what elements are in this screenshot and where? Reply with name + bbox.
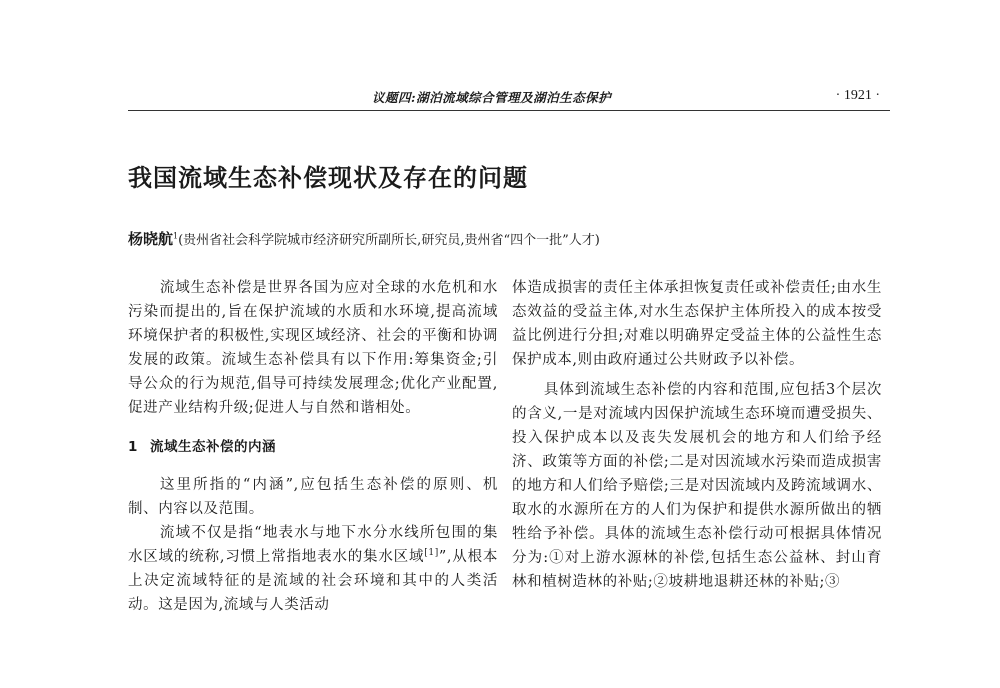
section-heading-1 xyxy=(128,435,498,459)
author-name: 杨晓航 xyxy=(128,230,174,248)
byline xyxy=(128,228,600,249)
right-paragraph-2: 具体到流域生态补偿的内容和范围,应包括3个层次的含义,一是对流域内因保护流域生态环境而遭受损失、投入保护成本以及丧失发展机会的地方和人们给予经济、政策等方面的补偿;二是对因流域水污染而造成损害的地方和人们给予赔偿;三是对因流域内及跨流域调水、取水的水源所在方的人们为保护和提供水源所做出的牺牲给予补偿。具体的流域生态补偿行动可根据具体情况分为:①对上游水源林的补偿,包括生态公益林、封山育林和植树造林的补贴;②坡耕地退耕还林的补贴;③ xyxy=(512,382,882,590)
section-title: 流域生态补偿的内涵 xyxy=(150,439,276,455)
running-title: 议题四:湖泊流域综合管理及湖泊生态保护 xyxy=(372,90,612,105)
article-title: 我国流域生态补偿现状及存在的问题 xyxy=(128,164,528,192)
header-rule xyxy=(128,110,890,111)
author-note-marker: 1 xyxy=(173,231,179,241)
left-column xyxy=(128,276,498,617)
left-paragraph-2: 这里所指的“内涵”,应包括生态补偿的原则、机制、内容以及范围。 xyxy=(128,477,498,517)
section-number: 1 xyxy=(128,439,138,455)
left-paragraph-3-text-b: ”,从根本上决定流域特征的是流域的社会环境和其中的人类活动。这是因为,流域与人类活动 xyxy=(128,549,498,613)
page-number: · 1921 · xyxy=(835,88,880,103)
author-affiliation: (贵州省社会科学院城市经济研究所副所长,研究员,贵州省“四个一批”人才) xyxy=(178,233,600,248)
left-paragraph-3 xyxy=(128,521,498,617)
left-paragraph-3-text-a: 流域不仅是指“地表水与地下水分水线所包围的集水区域的统称,习惯上常指地表水的集水区域 xyxy=(128,525,498,565)
right-column xyxy=(512,276,882,594)
running-header xyxy=(128,82,890,112)
left-paragraph-1: 流域生态补偿是世界各国为应对全球的水危机和水污染而提出的,旨在保护流域的水质和水环境,提高流域环境保护者的积极性,实现区域经济、社会的平衡和协调发展的政策。流域生态补偿具有以下作用:筹集资金;引导公众的行为规范,倡导可持续发展理念;优化产业配置,促进产业结构升级;促进人与自然和谐相处。 xyxy=(128,280,498,416)
citation-ref: [1] xyxy=(424,548,439,559)
right-paragraph-1: 体造成损害的责任主体承担恢复责任或补偿责任;由水生态效益的受益主体,对水生态保护主体所投入的成本按受益比例进行分担;对难以明确界定受益主体的公益性生态保护成本,则由政府通过公共财政予以补偿。 xyxy=(512,280,882,368)
